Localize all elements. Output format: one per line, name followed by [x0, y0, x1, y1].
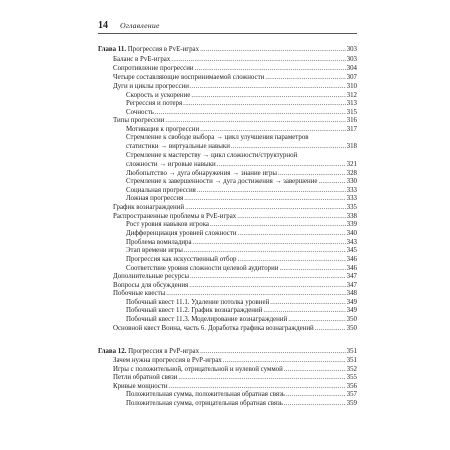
dot-leader [190, 83, 346, 92]
toc-entry [126, 307, 357, 316]
chapter-label: Глава 11. [98, 46, 127, 53]
dot-leader [165, 117, 345, 126]
toc-entry-title: Побочный квест 11.1. Удаление потолка уровней [126, 299, 270, 306]
toc-page-number: 357 [346, 391, 357, 398]
toc-page-number: 312 [346, 92, 357, 99]
toc-entry-title: Положительная сумма, положительная обратная связь [126, 391, 285, 398]
toc-entry-title: Основной квест Воина, часть 6. Доработка графика вознаграждений [113, 325, 314, 332]
toc-entry [113, 357, 357, 366]
toc-entry-title: Рост уровня навыков игрока [126, 221, 209, 228]
toc-page-number: 321 [346, 161, 357, 168]
toc-entry-title: Скорость и ускорение [126, 92, 191, 99]
dot-leader [200, 348, 346, 357]
toc-page-number: 343 [346, 239, 357, 246]
toc-page-number: 349 [346, 299, 357, 306]
dot-leader [166, 290, 345, 299]
toc-page-number: 303 [346, 46, 357, 53]
toc-page-number: 318 [346, 143, 357, 150]
toc-page-number: 347 [346, 273, 357, 280]
toc-page-number: 351 [346, 357, 357, 364]
toc-page-number: 349 [346, 307, 357, 314]
toc-page-number: 303 [346, 56, 357, 63]
dot-leader [238, 230, 346, 239]
toc-entry-title [98, 348, 199, 357]
toc-page-number: 346 [346, 256, 357, 263]
dot-leader [184, 247, 346, 256]
toc-entry-title: Прогрессия как искусственный отбор [126, 256, 237, 263]
dot-leader [171, 56, 345, 65]
toc-entry [113, 65, 357, 74]
toc-page-number: 313 [346, 100, 357, 107]
toc-entry-title: График вознаграждений [113, 204, 185, 211]
toc-entry-title: Дифференциация уровней сложности [126, 230, 237, 237]
toc-entry-title: Вопросы для обсуждения [113, 282, 189, 289]
toc-entry-title: Дуги и циклы прогрессии [113, 83, 189, 90]
toc-entry [98, 46, 357, 55]
toc-entry-title: Петли обратной связи [113, 374, 178, 381]
dot-leader [263, 307, 345, 316]
page-number: 14 [98, 20, 108, 31]
dot-leader [185, 204, 346, 213]
dot-leader [237, 256, 345, 265]
toc-page-number: 359 [346, 400, 357, 407]
toc-page-number: 350 [346, 325, 357, 332]
toc-page-number: 316 [346, 117, 357, 124]
toc-entry [126, 195, 357, 204]
toc-entry-title: Этап времени игры [126, 247, 183, 254]
toc-entry-title: Стремление к завершенности → дуга достижения → завершение [126, 178, 318, 185]
toc-entry-title: Побочный квест 11.2. График вознаграждений [126, 307, 263, 314]
toc-entry [113, 290, 357, 299]
toc-page-number: 347 [346, 282, 357, 289]
toc-entry-title: Ложная прогрессия [126, 195, 184, 202]
dot-leader [184, 195, 345, 204]
toc-entry-title: Мотивация к прогрессии [126, 126, 200, 133]
toc-page-number: 317 [346, 126, 357, 133]
dot-leader [210, 221, 346, 230]
toc-entry [113, 83, 357, 92]
dot-leader [315, 325, 346, 334]
toc-entry [113, 374, 357, 383]
toc-page-number: 338 [346, 213, 357, 220]
toc-entry-title: Положительная сумма, отрицательная обратная связь [126, 400, 283, 407]
toc-entry [126, 100, 357, 109]
dot-leader [284, 400, 346, 409]
toc-entry-title: Четыре составляющие воспринимаемой сложности [113, 74, 265, 81]
toc-entry-title: Типы прогрессии [113, 117, 165, 124]
toc-page-number: 355 [346, 374, 357, 381]
toc-entry-title: Стремление к свободе выбора → цикл улучшения параметров [126, 134, 309, 141]
toc-entry [126, 221, 357, 230]
toc-entry-title: Баланс в PvE-играх [113, 56, 171, 63]
toc-entry-title [98, 46, 199, 55]
toc-entry [98, 348, 357, 357]
toc-page-number: 328 [346, 170, 357, 177]
toc-entry [126, 143, 357, 152]
toc-entry [113, 273, 357, 282]
dot-leader [286, 391, 346, 400]
toc-page-number: 335 [346, 204, 357, 211]
chapter-title: Прогрессия в PvP-играх [126, 348, 200, 355]
dot-leader [190, 273, 346, 282]
toc-page-number: 333 [346, 187, 357, 194]
toc-entry [126, 316, 357, 325]
toc-entry-title: Распространенные проблемы в PvE-играх [113, 213, 237, 220]
toc-entry-title: Сопротивление прогрессии [113, 65, 194, 72]
toc-page-number: 351 [346, 348, 357, 355]
dot-leader [223, 357, 346, 366]
toc-entry [113, 117, 357, 126]
toc-page-number: 304 [346, 65, 357, 72]
dot-leader [183, 100, 346, 109]
toc-entry [126, 178, 357, 187]
toc-entry-title: Социальная прогрессия [126, 187, 196, 194]
toc-page-number: 346 [346, 265, 357, 272]
toc-entry [113, 74, 357, 83]
toc-entry [126, 247, 357, 256]
toc-page-number: 340 [346, 230, 357, 237]
toc-page-number: 310 [346, 83, 357, 90]
toc-entry-title: Стремление к мастерству → цикл сложности/структурной [126, 152, 298, 159]
dot-leader [318, 178, 345, 187]
toc-entry [126, 400, 357, 409]
toc-entry-title: Зачем нужна прогрессия в PvP-играх [113, 357, 222, 364]
toc-page-number: 315 [346, 109, 357, 116]
dot-leader [178, 374, 345, 383]
toc-entry [113, 204, 357, 213]
toc-entry-title: Побочные квесты [113, 290, 166, 297]
toc-entry [126, 230, 357, 239]
toc-entry-title: Регрессия и потеря [126, 100, 183, 107]
toc-entry [113, 56, 357, 65]
header-title: Оглавление [120, 21, 160, 30]
toc-entry-title: Проблема вомиладира [126, 239, 192, 246]
chapter-label: Глава 12. [98, 348, 127, 355]
toc-page-number: 348 [346, 290, 357, 297]
chapter-title: Прогрессия в PvE-играх [126, 46, 200, 53]
toc-page-number: 345 [346, 247, 357, 254]
toc-entry-title: Игры с положительной, отрицательной и нулевой суммой [113, 366, 283, 373]
toc-page-number: 333 [346, 195, 357, 202]
toc-entry-continued [126, 134, 309, 143]
toc-entry [113, 325, 357, 334]
toc-entry-title: Любопытство → дуга обнаружения → знание игры [126, 170, 278, 177]
toc-entry [126, 256, 357, 265]
toc-page-number: 356 [346, 383, 357, 390]
toc-entry-title: статистики → виртуальные навыки [126, 143, 230, 150]
toc-page-number: 330 [346, 178, 357, 185]
dot-leader [195, 65, 346, 74]
toc-page-number: 307 [346, 74, 357, 81]
toc-entry-title: Кривые мощности [113, 383, 168, 390]
toc-entry-title: Соответствие уровня сложности целевой аудитории [126, 265, 279, 272]
toc-entry [126, 391, 357, 400]
dot-leader [288, 316, 345, 325]
toc-entry-title: сложности → игровые навыки [126, 161, 216, 168]
toc-page-number: 352 [346, 366, 357, 373]
toc-entry-title: Дополнительные ресурсы [113, 273, 189, 280]
dot-leader [217, 161, 346, 170]
toc-page-number: 350 [346, 316, 357, 323]
toc-entry-title: Побочный квест 11.3. Моделирование вознаграждений [126, 316, 288, 323]
toc-entry-title: Сочность [126, 109, 154, 116]
toc-entry-continued [126, 152, 297, 161]
dot-leader [231, 143, 346, 152]
toc-entry [126, 161, 357, 170]
running-header [98, 20, 357, 34]
dot-leader [200, 46, 346, 55]
dot-leader [265, 74, 345, 83]
toc-page-number: 339 [346, 221, 357, 228]
